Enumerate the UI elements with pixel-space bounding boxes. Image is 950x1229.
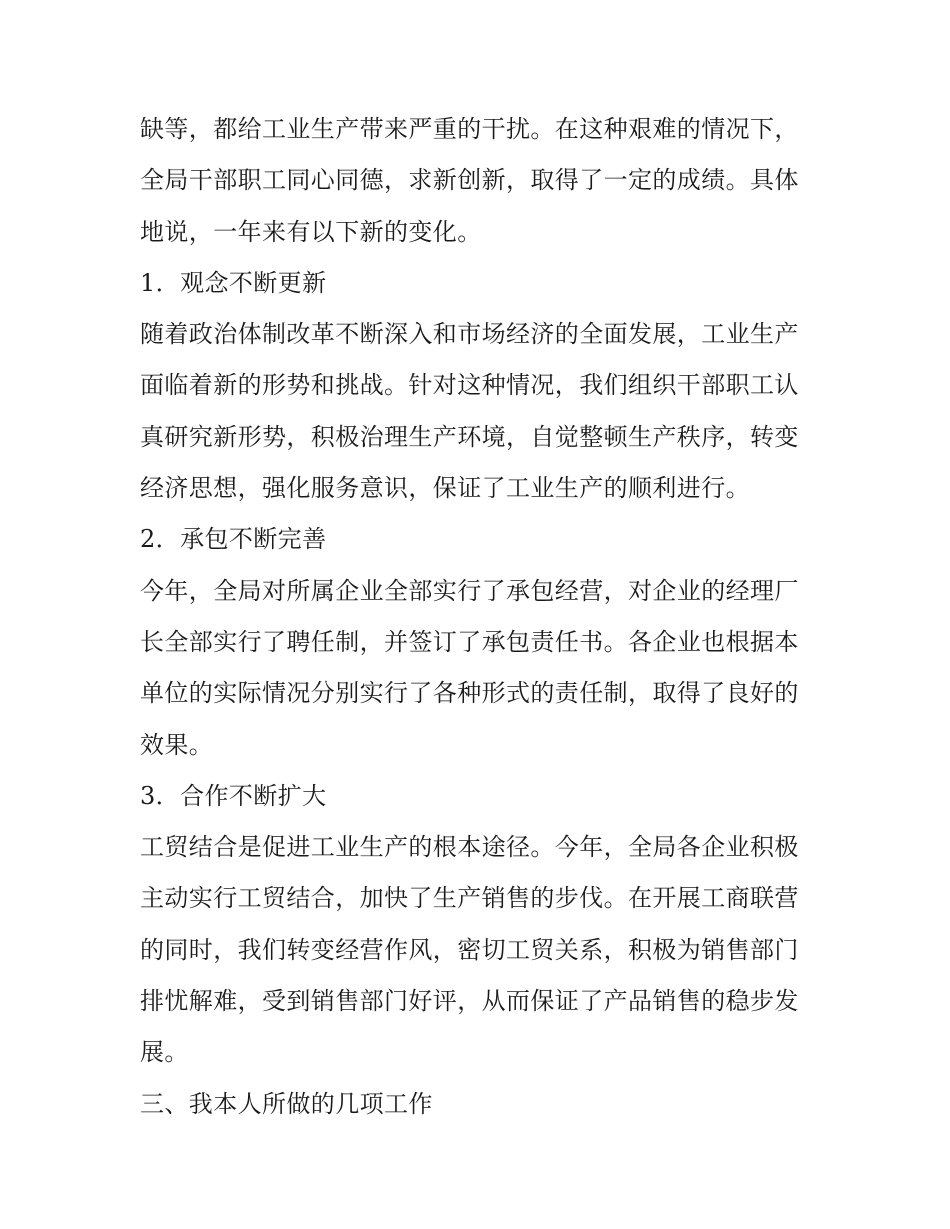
- heading-text: 三、我本人所做的几项工作: [140, 1089, 433, 1118]
- text-line: 展。: [140, 1038, 189, 1067]
- intro-paragraph: [140, 104, 812, 258]
- section-heading-2: [140, 514, 812, 565]
- text-line: 今年，全局对所属企业全部实行了承包经营，对企业的经理厂: [140, 576, 799, 605]
- section-heading-1: [140, 258, 812, 309]
- text-line: 长全部实行了聘任制，并签订了承包责任书。各企业也根据本: [140, 627, 799, 656]
- text-line: 真研究新形势，积极治理生产环境，自觉整顿生产秩序，转变: [140, 422, 799, 451]
- chapter-heading-3: [140, 1079, 812, 1130]
- text-line: 工贸结合是促进工业生产的根本途径。今年，全局各企业积极: [140, 833, 799, 862]
- text-line: 单位的实际情况分别实行了各种形式的责任制，取得了良好的: [140, 679, 799, 708]
- section-2-paragraph: [140, 566, 812, 771]
- heading-text: 3．合作不断扩大: [140, 781, 327, 810]
- section-heading-3: [140, 771, 812, 822]
- section-1-paragraph: [140, 309, 812, 514]
- text-line: 主动实行工贸结合，加快了生产销售的步伐。在开展工商联营: [140, 884, 799, 913]
- text-line: 的同时，我们转变经营作风，密切工贸关系，积极为销售部门: [140, 935, 799, 964]
- text-line: 随着政治体制改革不断深入和市场经济的全面发展，工业生产: [140, 320, 799, 349]
- section-3-paragraph: [140, 822, 812, 1078]
- text-line: 排忧解难，受到销售部门好评，从而保证了产品销售的稳步发: [140, 987, 799, 1016]
- text-line: 经济思想，强化服务意识，保证了工业生产的顺利进行。: [140, 474, 750, 503]
- text-line: 缺等，都给工业生产带来严重的干扰。在这种艰难的情况下，: [140, 115, 799, 143]
- text-line: 效果。: [140, 730, 214, 759]
- text-line: 地说，一年来有以下新的变化。: [140, 217, 482, 246]
- document-body: [140, 104, 812, 1130]
- heading-text: 1．观念不断更新: [140, 268, 327, 297]
- heading-text: 2．承包不断完善: [140, 525, 327, 554]
- text-line: 全局干部职工同心同德，求新创新，取得了一定的成绩。具体: [140, 166, 799, 195]
- text-line: 面临着新的形势和挑战。针对这种情况，我们组织干部职工认: [140, 371, 799, 400]
